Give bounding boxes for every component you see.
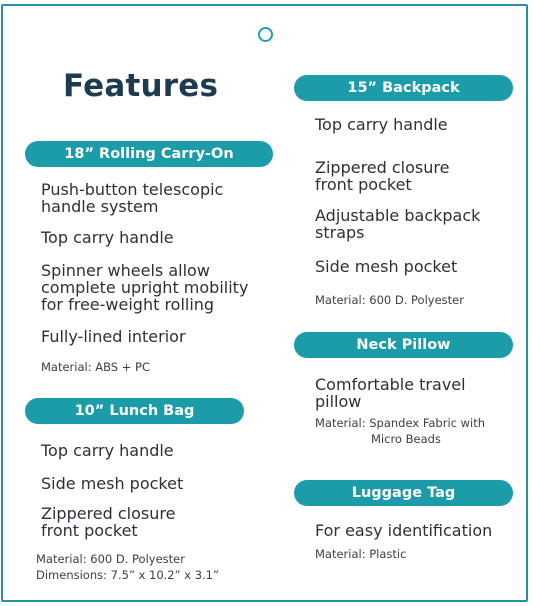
- feature-line: pillow: [315, 392, 362, 411]
- section-heading-rolling-carry-on: 18” Rolling Carry-On: [25, 141, 273, 167]
- material-line: Material: Spandex Fabric with: [315, 416, 486, 430]
- feature-item: [315, 376, 466, 410]
- hang-hole-icon: [258, 27, 273, 42]
- feature-item: [315, 522, 492, 539]
- feature-line: Spinner wheels allow: [41, 261, 210, 280]
- feature-item: [41, 262, 248, 313]
- feature-line: Zippered closure: [41, 504, 176, 523]
- feature-item: [41, 229, 174, 246]
- feature-line: complete upright mobility: [41, 278, 249, 297]
- feature-line: for free-weight rolling: [41, 295, 215, 314]
- feature-item: [41, 475, 183, 492]
- feature-line: straps: [315, 223, 365, 242]
- section-heading-lunch-bag: 10” Lunch Bag: [25, 398, 244, 424]
- feature-line: Top carry handle: [315, 115, 448, 134]
- feature-line: Zippered closure: [315, 158, 450, 177]
- feature-line: Adjustable backpack: [315, 206, 481, 225]
- material-note: [36, 551, 219, 583]
- feature-item: [41, 328, 186, 345]
- feature-item: [315, 258, 457, 275]
- dimensions-line: Dimensions: 7.5” x 10.2” x 3.1”: [36, 568, 219, 582]
- feature-item: [315, 159, 449, 193]
- section-heading-luggage-tag: Luggage Tag: [294, 480, 513, 506]
- feature-line: Push-button telescopic: [41, 180, 224, 199]
- feature-line: front pocket: [315, 175, 412, 194]
- feature-item: [41, 442, 174, 459]
- section-heading-backpack: 15” Backpack: [294, 75, 513, 101]
- feature-item: [41, 181, 223, 215]
- material-note: Material: Plastic: [315, 547, 407, 561]
- page-title: Features: [63, 68, 219, 104]
- feature-line: For easy identification: [315, 521, 493, 540]
- feature-item: [315, 207, 480, 241]
- feature-line: front pocket: [41, 521, 138, 540]
- feature-item: [315, 116, 448, 133]
- feature-line: Top carry handle: [41, 228, 174, 247]
- feature-item: [41, 505, 175, 539]
- feature-line: handle system: [41, 197, 159, 216]
- material-note: [315, 415, 485, 447]
- material-note: Material: ABS + PC: [41, 360, 151, 374]
- material-line: Material: 600 D. Polyester: [36, 552, 185, 566]
- feature-line: Fully-lined interior: [41, 327, 186, 346]
- material-line: Micro Beads: [371, 432, 441, 446]
- feature-line: Side mesh pocket: [41, 474, 184, 493]
- feature-line: Side mesh pocket: [315, 257, 458, 276]
- material-note: Material: 600 D. Polyester: [315, 293, 464, 307]
- section-heading-neck-pillow: Neck Pillow: [294, 332, 513, 358]
- feature-line: Comfortable travel: [315, 375, 466, 394]
- feature-line: Top carry handle: [41, 441, 174, 460]
